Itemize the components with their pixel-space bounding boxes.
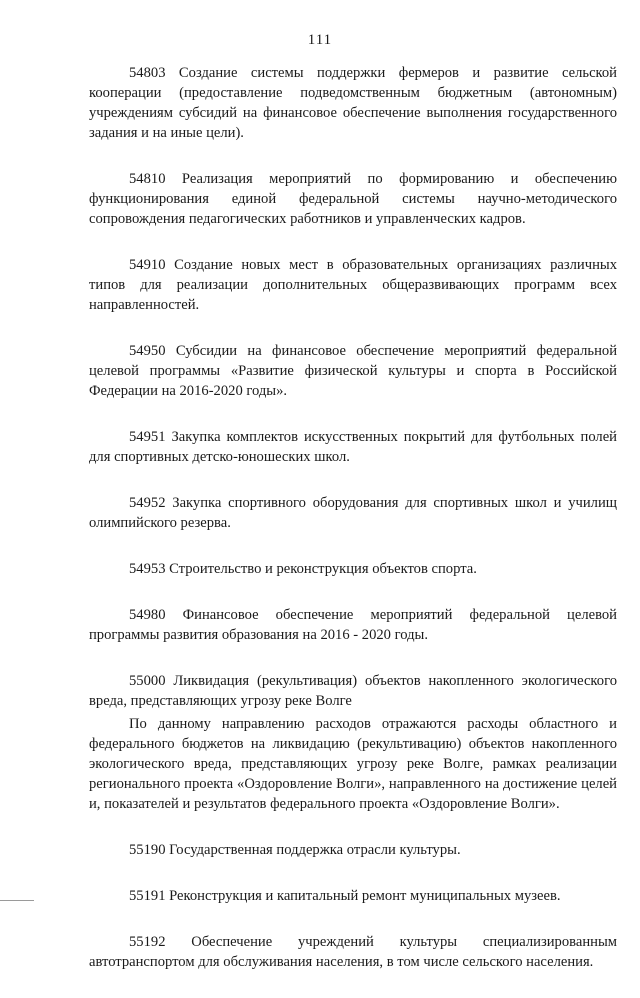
paragraph-54910: 54910 Создание новых мест в образовательных организациях различных типов для реализации дополнительных общеразвивающих программ всех направленностей. (89, 257, 617, 313)
paragraph-55000: 55000 Ликвидация (рекультивация) объектов накопленного экологического вреда, представляющих угрозу реке Волге (89, 673, 617, 709)
page-number: 111 (307, 32, 333, 48)
paragraph-55192: 55192 Обеспечение учреждений культуры специализированным автотранспортом для обслуживания населения, в том числе сельского населения. (89, 934, 617, 970)
paragraph-54951: 54951 Закупка комплектов искусственных покрытий для футбольных полей для спортивных детско-юношеских школ. (89, 429, 617, 465)
paragraph-55000-description: По данному направлению расходов отражаются расходы областного и федерального бюджетов на ликвидацию (рекультивацию) объектов накопленного экологического вреда, представляющих угрозу реке Волге, рамках реализации регионального проекта «Оздоровление Волги», направленного на достижение целей и, показателей и результатов федерального проекта «Оздоровление Волги». (89, 716, 617, 812)
paragraph-54803: 54803 Создание системы поддержки фермеров и развитие сельской кооперации (предоставление подведомственным бюджетным (автономным) учреждениям субсидий на финансовое обеспечение выполнения государственного задания и на иные цели). (89, 65, 617, 141)
paragraph-54810: 54810 Реализация мероприятий по формированию и обеспечению функционирования единой федеральной системы научно-методического сопровождения педагогических работников и управленческих кадров. (89, 171, 617, 227)
document-body (89, 63, 617, 998)
paragraph-54950: 54950 Субсидии на финансовое обеспечение мероприятий федеральной целевой программы «Развитие физической культуры и спорта в Российской Федерации на 2016-2020 годы». (89, 343, 617, 399)
scan-edge-mark (0, 900, 34, 901)
paragraph-54953: 54953 Строительство и реконструкция объектов спорта. (129, 561, 477, 577)
paragraph-54980: 54980 Финансовое обеспечение мероприятий федеральной целевой программы развития образования на 2016 - 2020 годы. (89, 607, 617, 643)
paragraph-55190: 55190 Государственная поддержка отрасли культуры. (129, 842, 461, 858)
paragraph-55191: 55191 Реконструкция и капитальный ремонт муниципальных музеев. (129, 888, 561, 904)
paragraph-54952: 54952 Закупка спортивного оборудования для спортивных школ и училищ олимпийского резерва. (89, 495, 617, 531)
